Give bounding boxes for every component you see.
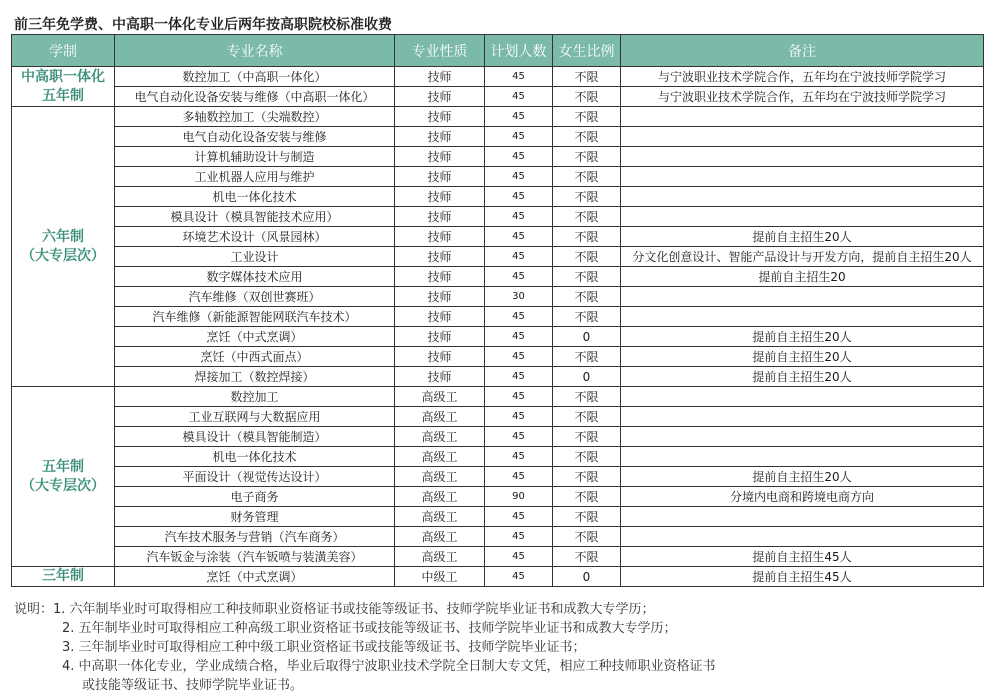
cell-plan: 45 [485,67,553,87]
cell-female: 不限 [553,147,621,167]
cell-female: 不限 [553,187,621,207]
cell-system [12,67,115,107]
cell-female: 不限 [553,267,621,287]
table-row [12,567,984,587]
table-row [12,347,984,367]
note-line-3: 3. 三年制毕业时可取得相应工种中级工职业资格证书或技能等级证书、技师学院毕业证书； [62,640,586,655]
cell-major: 烹饪（中式烹调） [115,327,395,347]
cell-plan: 45 [485,267,553,287]
cell-major: 电子商务 [115,487,395,507]
cell-remark [621,167,984,187]
table-row [12,367,984,387]
cell-major: 环境艺术设计（风景园林） [115,227,395,247]
cell-plan: 45 [485,407,553,427]
cell-type: 高级工 [395,407,485,427]
cell-major: 数控加工 [115,387,395,407]
table-header-row [12,35,984,67]
system-line: 六年制 [42,228,84,245]
table-row [12,507,984,527]
cell-plan: 45 [485,507,553,527]
cell-type: 高级工 [395,387,485,407]
cell-plan: 45 [485,447,553,467]
notes-prefix: 说明： [14,602,54,617]
cell-major: 烹饪（中西式面点） [115,347,395,367]
cell-major: 电气自动化设备安装与维修（中高职一体化） [115,87,395,107]
system-line: 三年制 [42,568,84,584]
cell-female: 不限 [553,507,621,527]
cell-major: 机电一体化技术 [115,187,395,207]
cell-type: 技师 [395,267,485,287]
table-row [12,427,984,447]
cell-female: 不限 [553,247,621,267]
system-line: （大专层次） [21,477,105,494]
cell-plan: 90 [485,487,553,507]
cell-major: 汽车维修（新能源智能网联汽车技术） [115,307,395,327]
cell-major: 数字媒体技术应用 [115,267,395,287]
cell-female: 不限 [553,427,621,447]
cell-remark: 提前自主招生20人 [621,367,984,387]
header-major: 专业名称 [115,35,395,67]
cell-female: 不限 [553,87,621,107]
cell-type: 技师 [395,167,485,187]
cell-remark [621,207,984,227]
cell-female: 不限 [553,107,621,127]
table-row [12,307,984,327]
table-row [12,247,984,267]
cell-major: 汽车技术服务与营销（汽车商务） [115,527,395,547]
cell-major: 财务管理 [115,507,395,527]
cell-type: 技师 [395,367,485,387]
table-row [12,147,984,167]
cell-type: 技师 [395,127,485,147]
cell-major: 汽车维修（双创世赛班） [115,287,395,307]
cell-remark: 提前自主招生20人 [621,347,984,367]
table-row [12,207,984,227]
cell-female: 不限 [553,407,621,427]
system-line: （大专层次） [21,247,105,264]
cell-plan: 45 [485,167,553,187]
cell-plan: 45 [485,147,553,167]
cell-plan: 45 [485,467,553,487]
header-remark: 备注 [621,35,984,67]
table-row [12,87,984,107]
cell-plan: 45 [485,187,553,207]
note-line-1 [14,600,716,619]
cell-plan: 45 [485,207,553,227]
table-row [12,327,984,347]
cell-remark: 提前自主招生45人 [621,567,984,587]
header-plan: 计划人数 [485,35,553,67]
cell-remark [621,407,984,427]
cell-remark: 分境内电商和跨境电商方向 [621,487,984,507]
cell-type: 技师 [395,187,485,207]
cell-type: 技师 [395,327,485,347]
cell-remark: 提前自主招生20 [621,267,984,287]
table-row [12,287,984,307]
page-title: 前三年免学费、中高职一体化专业后两年按高职院校标准收费 [14,17,392,33]
cell-remark: 分文化创意设计、智能产品设计与开发方向，提前自主招生20人 [621,247,984,267]
cell-type: 技师 [395,207,485,227]
cell-major: 数控加工（中高职一体化） [115,67,395,87]
header-female: 女生比例 [553,35,621,67]
cell-remark [621,287,984,307]
cell-system [12,387,115,567]
cell-plan: 30 [485,287,553,307]
cell-plan: 45 [485,247,553,267]
cell-plan: 45 [485,107,553,127]
system-line: 五年制 [42,87,84,104]
cell-female: 0 [553,567,621,587]
cell-female: 不限 [553,227,621,247]
cell-type: 高级工 [395,507,485,527]
notes [14,600,716,695]
cell-female: 不限 [553,527,621,547]
cell-plan: 45 [485,367,553,387]
cell-plan: 45 [485,327,553,347]
cell-female: 不限 [553,487,621,507]
cell-remark [621,447,984,467]
cell-major: 焊接加工（数控焊接） [115,367,395,387]
note-line-5: 或技能等级证书、技师学院毕业证书。 [82,678,304,693]
cell-type: 技师 [395,307,485,327]
table-row [12,487,984,507]
table-row [12,547,984,567]
table-row [12,527,984,547]
header-system: 学制 [12,35,115,67]
cell-type: 技师 [395,347,485,367]
cell-remark [621,387,984,407]
table-row [12,267,984,287]
cell-plan: 45 [485,87,553,107]
cell-type: 高级工 [395,487,485,507]
cell-major: 工业设计 [115,247,395,267]
cell-plan: 45 [485,527,553,547]
table-row [12,447,984,467]
cell-female: 不限 [553,67,621,87]
table-row [12,107,984,127]
cell-remark [621,147,984,167]
cell-type: 技师 [395,247,485,267]
cell-female: 不限 [553,207,621,227]
cell-remark [621,507,984,527]
cell-type: 高级工 [395,467,485,487]
cell-type: 高级工 [395,527,485,547]
cell-remark [621,187,984,207]
cell-type: 技师 [395,107,485,127]
table-row [12,407,984,427]
cell-remark: 与宁波职业技术学院合作，五年均在宁波技师学院学习 [621,67,984,87]
cell-type: 高级工 [395,547,485,567]
cell-remark [621,107,984,127]
cell-female: 不限 [553,347,621,367]
cell-type: 技师 [395,287,485,307]
table-row [12,467,984,487]
cell-system [12,107,115,387]
table-row [12,127,984,147]
note-line-4: 4. 中高职一体化专业，学业成绩合格，毕业后取得宁波职业技术学院全日制大专文凭，相应工种技师职业资格证书 [62,659,716,674]
cell-remark [621,307,984,327]
cell-plan: 45 [485,567,553,587]
header-type: 专业性质 [395,35,485,67]
table-row [12,187,984,207]
table-row [12,67,984,87]
cell-type: 高级工 [395,447,485,467]
cell-major: 烹饪（中式烹调） [115,567,395,587]
cell-remark: 提前自主招生20人 [621,467,984,487]
cell-type: 高级工 [395,427,485,447]
cell-female: 不限 [553,167,621,187]
cell-remark [621,527,984,547]
table-body [12,67,984,587]
cell-female: 不限 [553,127,621,147]
table-row [12,167,984,187]
cell-plan: 45 [485,307,553,327]
majors-table [11,34,984,587]
cell-female: 不限 [553,287,621,307]
system-line: 中高职一体化 [21,68,105,85]
cell-plan: 45 [485,347,553,367]
cell-type: 中级工 [395,567,485,587]
cell-female: 0 [553,367,621,387]
cell-remark [621,127,984,147]
cell-remark: 提前自主招生20人 [621,327,984,347]
cell-major: 工业互联网与大数据应用 [115,407,395,427]
cell-major: 模具设计（模具智能技术应用） [115,207,395,227]
cell-female: 不限 [553,387,621,407]
cell-plan: 45 [485,547,553,567]
cell-female: 0 [553,327,621,347]
cell-female: 不限 [553,467,621,487]
cell-type: 技师 [395,87,485,107]
cell-remark [621,427,984,447]
cell-major: 模具设计（模具智能制造） [115,427,395,447]
cell-remark: 提前自主招生20人 [621,227,984,247]
cell-female: 不限 [553,307,621,327]
cell-system [12,567,115,587]
note-item-1: 1. 六年制毕业时可取得相应工种技师职业资格证书或技能等级证书、技师学院毕业证书和成教大专学历； [53,602,655,617]
cell-major: 计算机辅助设计与制造 [115,147,395,167]
cell-major: 工业机器人应用与维护 [115,167,395,187]
cell-remark: 提前自主招生45人 [621,547,984,567]
note-line-2: 2. 五年制毕业时可取得相应工种高级工职业资格证书或技能等级证书、技师学院毕业证书和成教大专学历； [62,621,677,636]
cell-plan: 45 [485,227,553,247]
cell-remark: 与宁波职业技术学院合作，五年均在宁波技师学院学习 [621,87,984,107]
cell-plan: 45 [485,127,553,147]
cell-female: 不限 [553,547,621,567]
cell-major: 多轴数控加工（尖端数控） [115,107,395,127]
cell-type: 技师 [395,227,485,247]
cell-plan: 45 [485,387,553,407]
cell-type: 技师 [395,147,485,167]
cell-major: 平面设计（视觉传达设计） [115,467,395,487]
cell-type: 技师 [395,67,485,87]
table-row [12,387,984,407]
cell-major: 电气自动化设备安装与维修 [115,127,395,147]
cell-major: 汽车钣金与涂装（汽车钣喷与装潢美容） [115,547,395,567]
table-row [12,227,984,247]
cell-plan: 45 [485,427,553,447]
cell-major: 机电一体化技术 [115,447,395,467]
system-line: 五年制 [42,458,84,475]
cell-female: 不限 [553,447,621,467]
